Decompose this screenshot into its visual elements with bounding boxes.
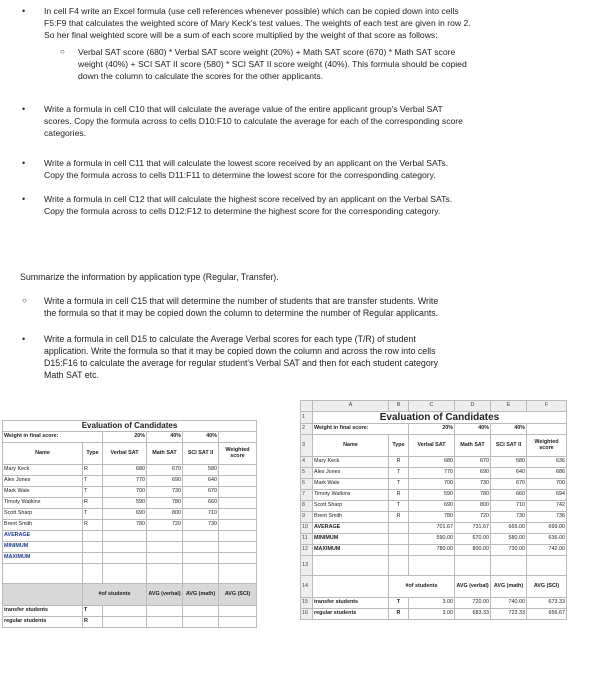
cell-type[interactable]: R <box>83 520 103 531</box>
cell-category[interactable]: regular students <box>3 617 83 628</box>
cell-type[interactable]: R <box>83 465 103 476</box>
cell[interactable] <box>219 564 257 584</box>
left-sheet-table <box>2 420 257 628</box>
cell-type[interactable]: R <box>389 457 409 468</box>
header-avg-verbal: AVG (verbal) <box>147 584 183 606</box>
table-row <box>3 487 257 498</box>
cell-verbal[interactable]: 770 <box>103 476 147 487</box>
cell-sci[interactable]: 660 <box>491 490 527 501</box>
cell[interactable] <box>183 564 219 584</box>
cell-name[interactable]: Alex Jones <box>313 468 389 479</box>
header-num-students: #of students <box>389 576 455 598</box>
bullet-circle: ○ <box>60 47 65 56</box>
cell[interactable] <box>219 531 257 542</box>
cell[interactable] <box>183 606 219 617</box>
sub-bullet-line-2: weight (40%) + SCI SAT II score (580) * SCI SAT II score weight (40%). This formula should be copied <box>78 59 467 69</box>
cell-math[interactable]: 690 <box>147 476 183 487</box>
cell-math[interactable]: 800.00 <box>455 545 491 556</box>
cell-name[interactable]: Mary Keck <box>3 465 83 476</box>
cell-type[interactable]: T <box>389 501 409 512</box>
row-header[interactable]: 2 <box>301 424 313 435</box>
cell[interactable] <box>183 617 219 628</box>
cell[interactable] <box>389 534 409 545</box>
cell-type[interactable]: T <box>83 606 103 617</box>
cell[interactable] <box>389 523 409 534</box>
bullet-1-line-3: So her final weighted score will be a sum of each score multiplied by the weight of that score as follows: <box>44 30 438 40</box>
sheet-title: Evaluation of Candidates <box>3 421 257 432</box>
header-avg-verbal: AVG (verbal) <box>455 576 491 598</box>
cell-math[interactable]: 780 <box>147 498 183 509</box>
bullet-dot: • <box>22 104 26 114</box>
bullet-2-line-2: scores. Copy the formula across to cells D10:F10 to calculate the average for each of the corresponding score <box>44 116 463 126</box>
row-header[interactable]: 11 <box>301 534 313 545</box>
cell-weighted[interactable] <box>219 476 257 487</box>
weight-label: Weight in final score: <box>3 432 103 443</box>
row-header[interactable]: 9 <box>301 512 313 523</box>
table-row <box>301 468 567 479</box>
cell-math[interactable]: 720 <box>455 512 491 523</box>
cell-weighted[interactable] <box>219 465 257 476</box>
cell[interactable] <box>83 542 103 553</box>
cell-math[interactable]: 800 <box>455 501 491 512</box>
cell-weighted[interactable] <box>219 520 257 531</box>
cell-math[interactable]: 730 <box>455 479 491 490</box>
table-row <box>3 498 257 509</box>
row-header[interactable]: 1 <box>301 412 313 424</box>
cell-verbal[interactable]: 690 <box>103 509 147 520</box>
cell[interactable] <box>389 556 409 576</box>
weight-math[interactable]: 40% <box>455 424 491 435</box>
weight-verbal[interactable]: 20% <box>103 432 147 443</box>
cell-type[interactable]: R <box>83 498 103 509</box>
bullet-dot: • <box>22 334 26 344</box>
cell[interactable] <box>147 606 183 617</box>
cell-name[interactable]: Alex Jones <box>3 476 83 487</box>
cell[interactable] <box>313 576 389 598</box>
header-name: Name <box>313 435 389 457</box>
bullet-4-line-2: Copy the formula across to cells D12:F12 to determine the highest score for the corresponding category. <box>44 206 441 216</box>
table-row <box>3 520 257 531</box>
table-row <box>301 490 567 501</box>
table-row <box>3 509 257 520</box>
cell-type[interactable]: T <box>83 476 103 487</box>
cell-type[interactable]: R <box>83 617 103 628</box>
cell[interactable] <box>313 556 389 576</box>
cell-sci[interactable]: 580 <box>491 457 527 468</box>
cell-count[interactable]: 3.00 <box>409 609 455 620</box>
cell-weighted[interactable]: 736 <box>527 512 567 523</box>
cell[interactable] <box>103 553 147 564</box>
header-avg-math: AVG (math) <box>491 576 527 598</box>
cell[interactable] <box>527 556 567 576</box>
cell-math[interactable]: 730 <box>147 487 183 498</box>
cell[interactable] <box>183 553 219 564</box>
row-header[interactable]: 5 <box>301 468 313 479</box>
stat-maximum-label: MAXIMUM <box>3 553 83 564</box>
cell-category[interactable]: regular students <box>313 609 389 620</box>
cell-sci[interactable]: 710 <box>491 501 527 512</box>
cell[interactable] <box>183 531 219 542</box>
cell[interactable] <box>3 564 83 584</box>
bullet-dot: • <box>22 6 26 16</box>
row-header[interactable]: 7 <box>301 490 313 501</box>
col-header-a[interactable]: A <box>313 401 389 412</box>
header-sci: SCI SAT II <box>183 443 219 465</box>
row-header[interactable]: 8 <box>301 501 313 512</box>
header-math: Math SAT <box>147 443 183 465</box>
cell-avg-sci[interactable]: 673.33 <box>527 598 567 609</box>
header-type: Type <box>83 443 103 465</box>
cell[interactable] <box>219 606 257 617</box>
cell-verbal[interactable]: 590.00 <box>409 534 455 545</box>
col-header-b[interactable]: B <box>389 401 409 412</box>
cell-math[interactable]: 670 <box>455 457 491 468</box>
sub-bullet-line-3: down the column to calculate the scores for the other applicants. <box>78 71 324 81</box>
col-header-e[interactable]: E <box>491 401 527 412</box>
col-header-c[interactable]: C <box>409 401 455 412</box>
stat-maximum-label: MAXIMUM <box>313 545 389 556</box>
cell-verbal[interactable]: 780 <box>103 520 147 531</box>
header-avg-math: AVG (math) <box>183 584 219 606</box>
cell[interactable] <box>103 531 147 542</box>
cell-sci[interactable]: 670 <box>183 487 219 498</box>
weight-math[interactable]: 40% <box>147 432 183 443</box>
cell-category[interactable]: transfer students <box>313 598 389 609</box>
corner-cell[interactable] <box>301 401 313 412</box>
cell-avg-verbal[interactable]: 720.00 <box>455 598 491 609</box>
cell-sci[interactable]: 710 <box>183 509 219 520</box>
summary-1-line-1: Write a formula in cell C15 that will determine the number of students that are transfer students. Write <box>44 296 439 306</box>
cell-verbal[interactable]: 680 <box>103 465 147 476</box>
cell-verbal[interactable]: 680 <box>409 457 455 468</box>
cell-sci[interactable]: 730 <box>183 520 219 531</box>
cell-math[interactable]: 690 <box>455 468 491 479</box>
cell-sci[interactable]: 580 <box>183 465 219 476</box>
cell-sci[interactable]: 660 <box>183 498 219 509</box>
row-header[interactable]: 15 <box>301 598 313 609</box>
cell-verbal[interactable]: 700 <box>409 479 455 490</box>
cell-sci[interactable]: 730 <box>491 512 527 523</box>
bullet-1-line-2: F5:F9 that calculates the weighted score of Mary Keck's test values. The weights of each test are given in row 2. <box>44 18 471 28</box>
row-header[interactable]: 10 <box>301 523 313 534</box>
cell[interactable] <box>219 542 257 553</box>
cell-verbal[interactable]: 690 <box>409 501 455 512</box>
cell-weighted[interactable]: 742 <box>527 501 567 512</box>
summary-1-line-2: the formula so that it may be copied down the column to determine the number of Regular applicants. <box>44 308 439 318</box>
table-row <box>3 465 257 476</box>
cell[interactable] <box>147 564 183 584</box>
stat-minimum-label: MINIMUM <box>3 542 83 553</box>
cell-math[interactable]: 670 <box>147 465 183 476</box>
cell-weighted[interactable] <box>219 487 257 498</box>
cell-avg-verbal[interactable]: 683.33 <box>455 609 491 620</box>
stat-minimum-label: MINIMUM <box>313 534 389 545</box>
cell-type[interactable]: T <box>389 598 409 609</box>
cell-sci[interactable]: 640 <box>491 468 527 479</box>
stat-row <box>301 545 567 556</box>
table-row <box>3 606 257 617</box>
cell-verbal[interactable]: 780.00 <box>409 545 455 556</box>
cell-math[interactable]: 731.67 <box>455 523 491 534</box>
cell[interactable] <box>183 542 219 553</box>
cell[interactable] <box>147 531 183 542</box>
cell-name[interactable]: Mark Wale <box>313 479 389 490</box>
cell[interactable] <box>219 553 257 564</box>
cell[interactable] <box>491 556 527 576</box>
cell[interactable] <box>103 542 147 553</box>
cell-math[interactable]: 670.00 <box>455 534 491 545</box>
cell-type[interactable]: R <box>389 609 409 620</box>
cell-math[interactable]: 800 <box>147 509 183 520</box>
cell-math[interactable]: 780 <box>455 490 491 501</box>
cell[interactable] <box>103 606 147 617</box>
bullet-dot: • <box>22 194 26 204</box>
col-header-f[interactable]: F <box>527 401 567 412</box>
cell-type[interactable]: T <box>389 479 409 490</box>
bullet-3-line-1: Write a formula in cell C11 that will calculate the lowest score received by an applicant on the Verbal SATs. <box>44 158 449 168</box>
cell-name[interactable]: Mary Keck <box>313 457 389 468</box>
cell[interactable] <box>219 617 257 628</box>
cell-verbal[interactable]: 590 <box>409 490 455 501</box>
row-header[interactable]: 12 <box>301 545 313 556</box>
cell[interactable] <box>455 556 491 576</box>
cell-verbal[interactable]: 770 <box>409 468 455 479</box>
row-header[interactable]: 13 <box>301 556 313 576</box>
bullet-2-line-1: Write a formula in cell C10 that will calculate the average value of the entire applicant group's Verbal SAT <box>44 104 443 114</box>
sub-bullet-line-1: Verbal SAT score (680) * Verbal SAT score weight (20%) + Math SAT score (670) * Math SAT score <box>78 47 456 57</box>
cell-name[interactable]: Mark Wale <box>3 487 83 498</box>
row-header[interactable]: 14 <box>301 576 313 598</box>
cell-verbal[interactable]: 590 <box>103 498 147 509</box>
summary-2-line-3: D15:F16 to calculate the average for regular student's Verbal SAT and then for each student category <box>44 358 439 368</box>
stat-average-label: AVERAGE <box>313 523 389 534</box>
right-spreadsheet <box>300 400 567 620</box>
cell-weighted[interactable]: 686 <box>527 468 567 479</box>
header-verbal: Verbal SAT <box>409 435 455 457</box>
cell-sci[interactable]: 730.00 <box>491 545 527 556</box>
cell-type[interactable]: T <box>389 468 409 479</box>
header-math: Math SAT <box>455 435 491 457</box>
cell-weighted[interactable]: 636 <box>527 457 567 468</box>
header-sci: SCI SAT II <box>491 435 527 457</box>
cell[interactable] <box>219 432 257 443</box>
cell-sci[interactable]: 665.00 <box>491 523 527 534</box>
cell-name[interactable]: Scott Sharp <box>3 509 83 520</box>
cell-sci[interactable]: 640 <box>183 476 219 487</box>
summary-heading: Summarize the information by application type (Regular, Transfer). <box>20 272 279 282</box>
cell-weighted[interactable]: 742.00 <box>527 545 567 556</box>
cell[interactable] <box>147 617 183 628</box>
bullet-3-line-2: Copy the formula across to cells D11:F11 to determine the lowest score for the corresponding category. <box>44 170 436 180</box>
row-header[interactable]: 4 <box>301 457 313 468</box>
cell-math[interactable]: 720 <box>147 520 183 531</box>
cell-verbal[interactable]: 700 <box>103 487 147 498</box>
cell-name[interactable]: Timoty Watkins <box>3 498 83 509</box>
bullet-1-line-1: In cell F4 write an Excel formula (use cell references whenever possible) which can be copied down into cells <box>44 6 459 16</box>
cell-count[interactable]: 3.00 <box>409 598 455 609</box>
cell-avg-sci[interactable]: 656.67 <box>527 609 567 620</box>
table-row <box>301 501 567 512</box>
left-spreadsheet <box>2 420 257 628</box>
row-header[interactable]: 16 <box>301 609 313 620</box>
header-avg-sci: AVG (SCI) <box>527 576 567 598</box>
table-row <box>301 457 567 468</box>
col-header-d[interactable]: D <box>455 401 491 412</box>
table-row <box>3 617 257 628</box>
weight-label: Weight in final score: <box>313 424 409 435</box>
weight-verbal[interactable]: 20% <box>409 424 455 435</box>
cell[interactable] <box>83 553 103 564</box>
cell-name[interactable]: Timoty Watkins <box>313 490 389 501</box>
table-row <box>3 476 257 487</box>
cell[interactable] <box>103 617 147 628</box>
cell-avg-math[interactable]: 740.00 <box>491 598 527 609</box>
table-row <box>301 479 567 490</box>
right-sheet-table <box>300 400 567 620</box>
cell-verbal[interactable]: 701.67 <box>409 523 455 534</box>
header-verbal: Verbal SAT <box>103 443 147 465</box>
cell-type[interactable]: T <box>83 487 103 498</box>
cell[interactable] <box>527 424 567 435</box>
summary-2-line-1: Write a formula in cell D15 to calculate the Average Verbal scores for each type (T/R) of student <box>44 334 416 344</box>
sheet-title: Evaluation of Candidates <box>313 412 567 424</box>
header-type: Type <box>389 435 409 457</box>
row-header[interactable]: 3 <box>301 435 313 457</box>
cell-type[interactable]: R <box>389 490 409 501</box>
row-header[interactable]: 6 <box>301 479 313 490</box>
stat-row <box>301 523 567 534</box>
cell-name[interactable]: Brent Smith <box>3 520 83 531</box>
cell-weighted[interactable] <box>219 509 257 520</box>
table-row <box>301 598 567 609</box>
bullet-dot: • <box>22 158 26 168</box>
bullet-4-line-1: Write a formula in cell C12 that will calculate the highest score received by an applicant on the Verbal SATs. <box>44 194 453 204</box>
stat-average-label: AVERAGE <box>3 531 83 542</box>
cell-type[interactable]: R <box>389 512 409 523</box>
cell[interactable] <box>389 545 409 556</box>
weight-sci[interactable]: 40% <box>491 424 527 435</box>
header-avg-sci: AVG (SCI) <box>219 584 257 606</box>
cell-name[interactable]: Scott Sharp <box>313 501 389 512</box>
cell-sci[interactable]: 670 <box>491 479 527 490</box>
header-weighted: Weighted score <box>527 435 567 457</box>
cell-name[interactable]: Brent Smith <box>313 512 389 523</box>
cell-category[interactable]: transfer students <box>3 606 83 617</box>
bullet-2-line-3: categories. <box>44 128 87 138</box>
summary-2-line-4: Math SAT etc. <box>44 370 99 380</box>
cell-avg-math[interactable]: 723.33 <box>491 609 527 620</box>
cell[interactable] <box>147 542 183 553</box>
cell-weighted[interactable]: 700 <box>527 479 567 490</box>
cell[interactable] <box>83 531 103 542</box>
table-row <box>301 512 567 523</box>
cell-weighted[interactable] <box>219 498 257 509</box>
table-row <box>301 609 567 620</box>
cell-weighted[interactable]: 699.00 <box>527 523 567 534</box>
summary-2-line-2: application. Write the formula so that it may be copied down the column and across the row into cells <box>44 346 436 356</box>
cell[interactable] <box>3 584 83 606</box>
header-weighted: Weighted score <box>219 443 257 465</box>
cell[interactable] <box>147 553 183 564</box>
cell-sci[interactable]: 580.00 <box>491 534 527 545</box>
header-name: Name <box>3 443 83 465</box>
header-num-students: #of students <box>83 584 147 606</box>
cell-weighted[interactable]: 694 <box>527 490 567 501</box>
cell[interactable] <box>83 564 103 584</box>
bullet-circle: ○ <box>22 296 27 305</box>
cell[interactable] <box>103 564 147 584</box>
cell-weighted[interactable]: 636.00 <box>527 534 567 545</box>
cell-type[interactable]: T <box>83 509 103 520</box>
cell-verbal[interactable]: 780 <box>409 512 455 523</box>
weight-sci[interactable]: 40% <box>183 432 219 443</box>
stat-row <box>301 534 567 545</box>
cell[interactable] <box>409 556 455 576</box>
